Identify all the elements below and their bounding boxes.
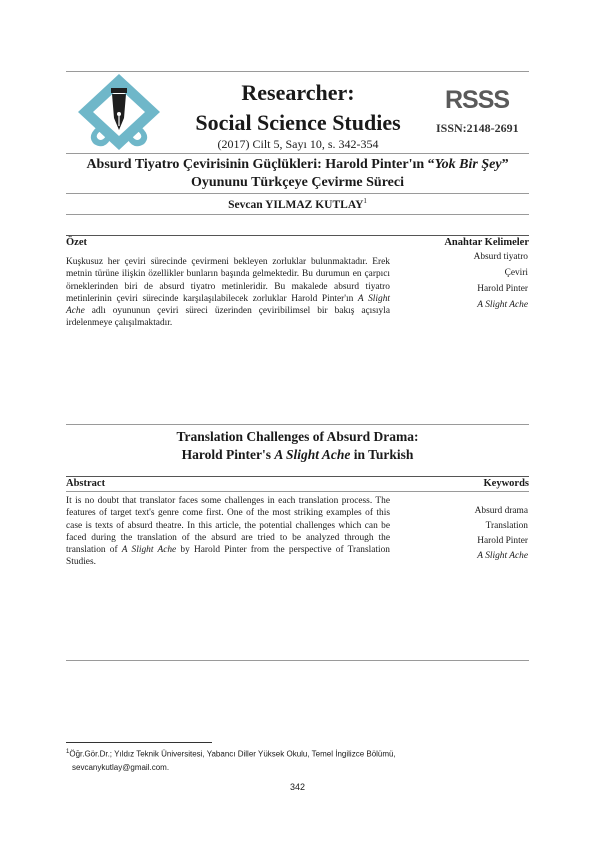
journal-title: [170, 78, 426, 138]
keyword-item: Harold Pinter: [477, 284, 528, 294]
journal-logo-icon: [76, 72, 162, 152]
turkish-title: [66, 156, 529, 192]
ozet-text: Kuşkusuz her çeviri sürecinde çevirmeni bekleyen zorluklar bulunmaktadır. Erek metnin türüne ilişkin özellikler bunların başında gelmektedir. Bu durumun en çarpıcı örneklerinden biri de absurd tiyatro metinleridir. Bu makalede absurd tiyatro metinlerinin çeviri sürecinde karşılaşılabilecek zorluklar Harold Pinter'ın A Slight Ache adlı oyununun çeviri süreci üzerinden çeviribilimsel bir bakış açısıyla irdelenmeye çalışılmaktadır.: [66, 257, 390, 329]
abstract-text: It is no doubt that translator faces some challenges in each translation process. The features of target text's genre come first. One of the most striking examples of this case is texts of absurd theatre. In this article, the potential challenges which can be faced during the translation of the absurd are tried to be analyzed through the translation of A Slight Ache by Harold Pinter from the perspective of Translation Studies.: [66, 496, 390, 568]
turkish-title-line1: Absurd Tiyatro Çevirisinin Güçlükleri: Harold Pinter'ın “Yok Bir Şey”: [86, 157, 509, 172]
english-title-line1: Translation Challenges of Absurd Drama:: [176, 429, 419, 444]
anahtar-kelimeler-heading: Anahtar Kelimeler: [444, 237, 529, 248]
keyword-item: A Slight Ache: [477, 300, 528, 310]
english-title: [66, 428, 529, 464]
abstract-heading: Abstract: [66, 478, 106, 489]
header-rule: [66, 153, 529, 154]
keyword-item: Absurd tiyatro: [473, 252, 528, 262]
ozet-heading: Özet: [66, 237, 87, 248]
footnote-line2: sevcanykutlay@gmail.com.: [72, 762, 170, 772]
anahtar-kelimeler-list: [400, 249, 528, 313]
keywords-list: [400, 504, 528, 564]
english-title-line2: Harold Pinter's A Slight Ache in Turkish: [181, 447, 414, 462]
issn: ISSN:2148-2691: [436, 121, 519, 135]
turkish-block-end-rule: [66, 424, 529, 425]
journal-title-line2: Social Science Studies: [195, 110, 401, 135]
footnote-separator: [66, 742, 212, 743]
abstract-sub-rule: [66, 491, 529, 492]
issue-info: (2017) Cilt 5, Sayı 10, s. 342-354: [217, 137, 379, 151]
ozet-rule: [66, 235, 529, 236]
keyword-item: Harold Pinter: [477, 536, 528, 546]
turkish-title-line2: Oyununu Türkçeye Çevirme Süreci: [191, 175, 404, 190]
keyword-item: A Slight Ache: [477, 551, 528, 561]
footnote: [66, 746, 529, 774]
english-block-end-rule: [66, 660, 529, 661]
brand-logo-text: RSSS: [445, 86, 510, 114]
author-name: Sevcan YILMAZ KUTLAY$^1$: [228, 197, 367, 211]
page-number: 342: [289, 782, 306, 792]
title-rule: [66, 193, 529, 194]
keywords-heading: Keywords: [483, 478, 529, 489]
keyword-item: Translation: [485, 521, 528, 531]
abstract-rule: [66, 476, 529, 477]
keyword-item: Absurd drama: [474, 506, 528, 516]
author-rule: [66, 214, 529, 215]
keyword-item: Çeviri: [504, 268, 528, 278]
journal-title-line1: Researcher:: [241, 80, 355, 105]
footnote-line1: $^1$Öğr.Gör.Dr.; Yıldız Teknik Üniversitesi, Yabancı Diller Yüksek Okulu, Temel İngilizce Bölümü,: [66, 749, 396, 759]
